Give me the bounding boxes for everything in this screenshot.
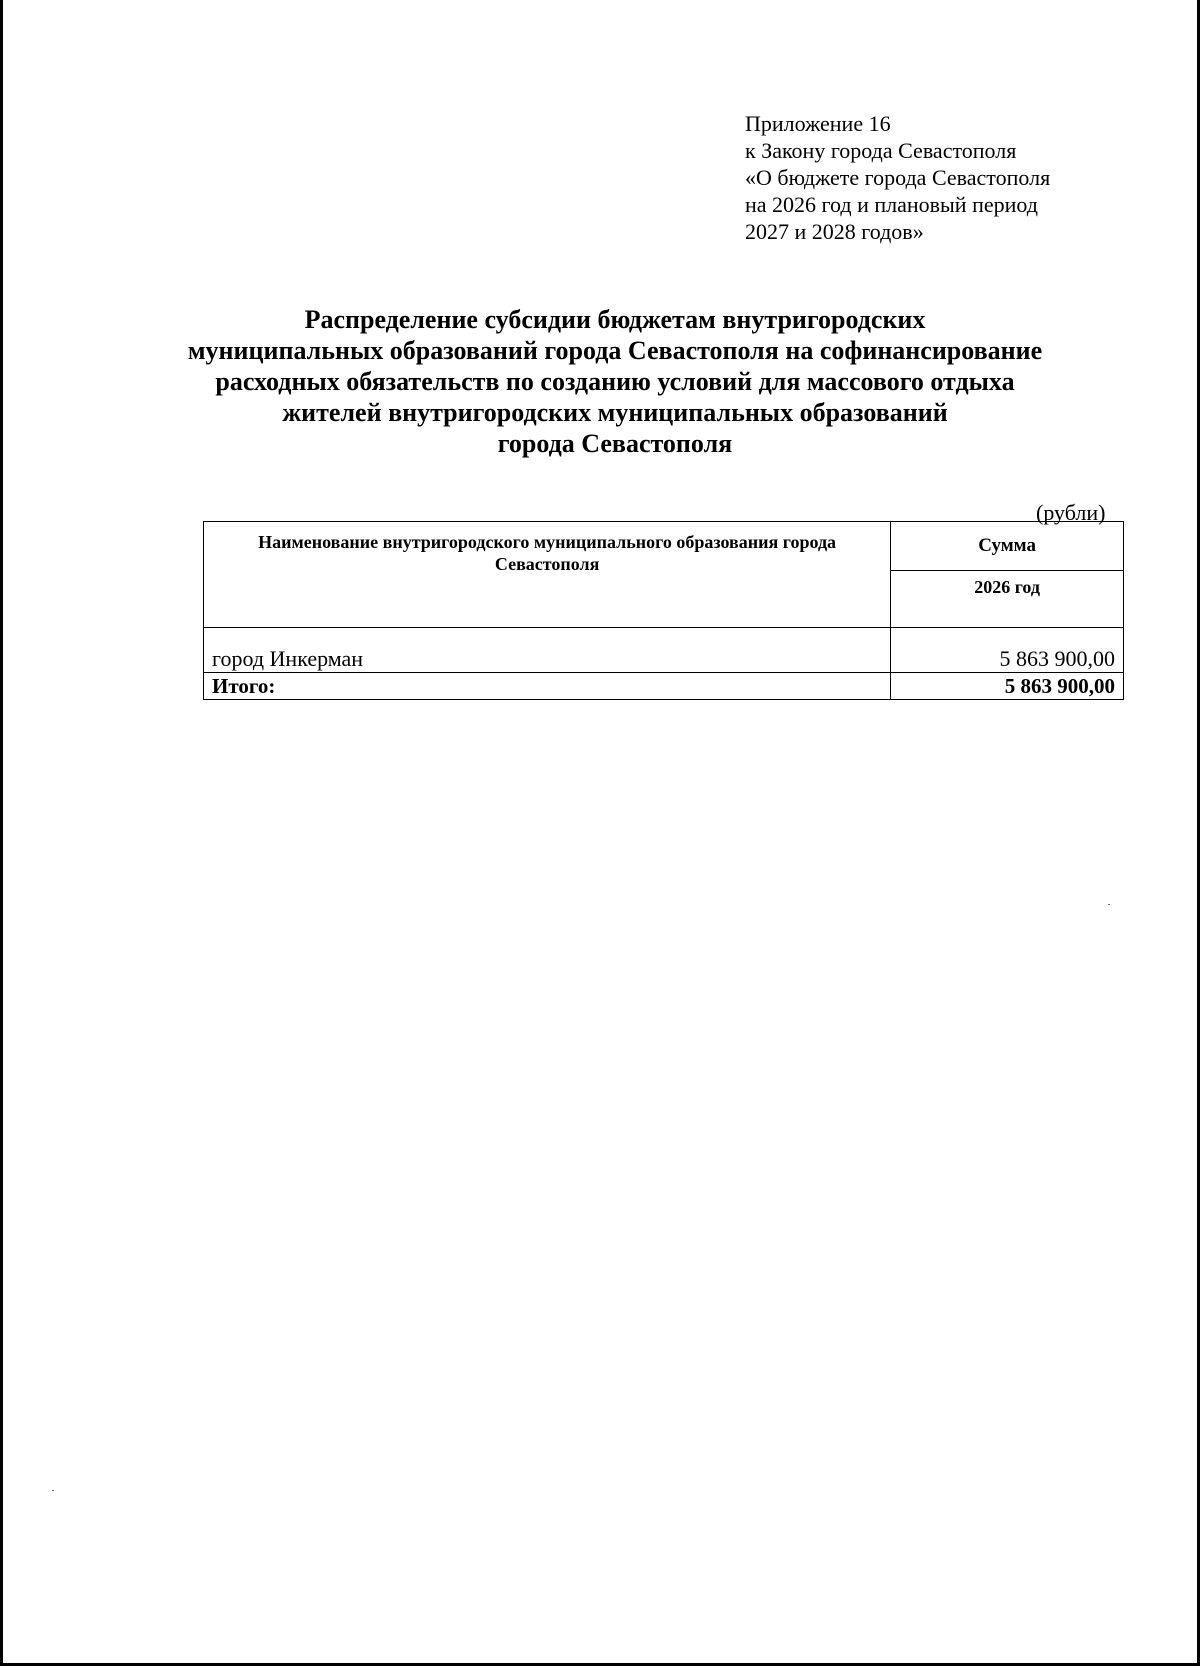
scan-speck	[1108, 904, 1110, 905]
appendix-line: Приложение 16	[745, 111, 891, 136]
table-row	[204, 628, 1124, 673]
appendix-line: «О бюджете города Севастополя	[745, 165, 1051, 190]
municipality-name-cell: город Инкерман	[204, 628, 891, 673]
header-municipality-name: Наименование внутригородского муниципального образования города Севастополя	[204, 522, 891, 628]
table-total-row	[204, 673, 1124, 700]
document-title	[150, 304, 1080, 459]
amount-cell: 5 863 900,00	[891, 628, 1124, 673]
appendix-reference	[745, 110, 1050, 245]
title-line: расходных обязательств по созданию условий для массового отдыха	[215, 367, 1015, 396]
table-header-row	[204, 522, 1124, 571]
title-line: Распределение субсидии бюджетам внутригородских	[304, 305, 926, 334]
appendix-line: на 2026 год и плановый период	[745, 192, 1038, 217]
header-sum: Сумма	[891, 522, 1124, 571]
appendix-line: к Закону города Севастополя	[745, 138, 1017, 163]
title-line: города Севастополя	[497, 429, 733, 458]
title-line: муниципальных образований города Севастополя на софинансирование	[187, 336, 1043, 365]
title-line: жителей внутригородских муниципальных образований	[282, 398, 948, 427]
header-year: 2026 год	[891, 570, 1124, 627]
scan-speck	[52, 1490, 54, 1491]
scan-edge-left	[0, 0, 3, 1666]
total-amount-cell: 5 863 900,00	[891, 673, 1124, 700]
subsidy-table	[203, 521, 1124, 700]
appendix-line: 2027 и 2028 годов»	[745, 219, 924, 244]
total-label-cell: Итого:	[204, 673, 891, 700]
units-note: (рубли)	[1036, 500, 1106, 525]
